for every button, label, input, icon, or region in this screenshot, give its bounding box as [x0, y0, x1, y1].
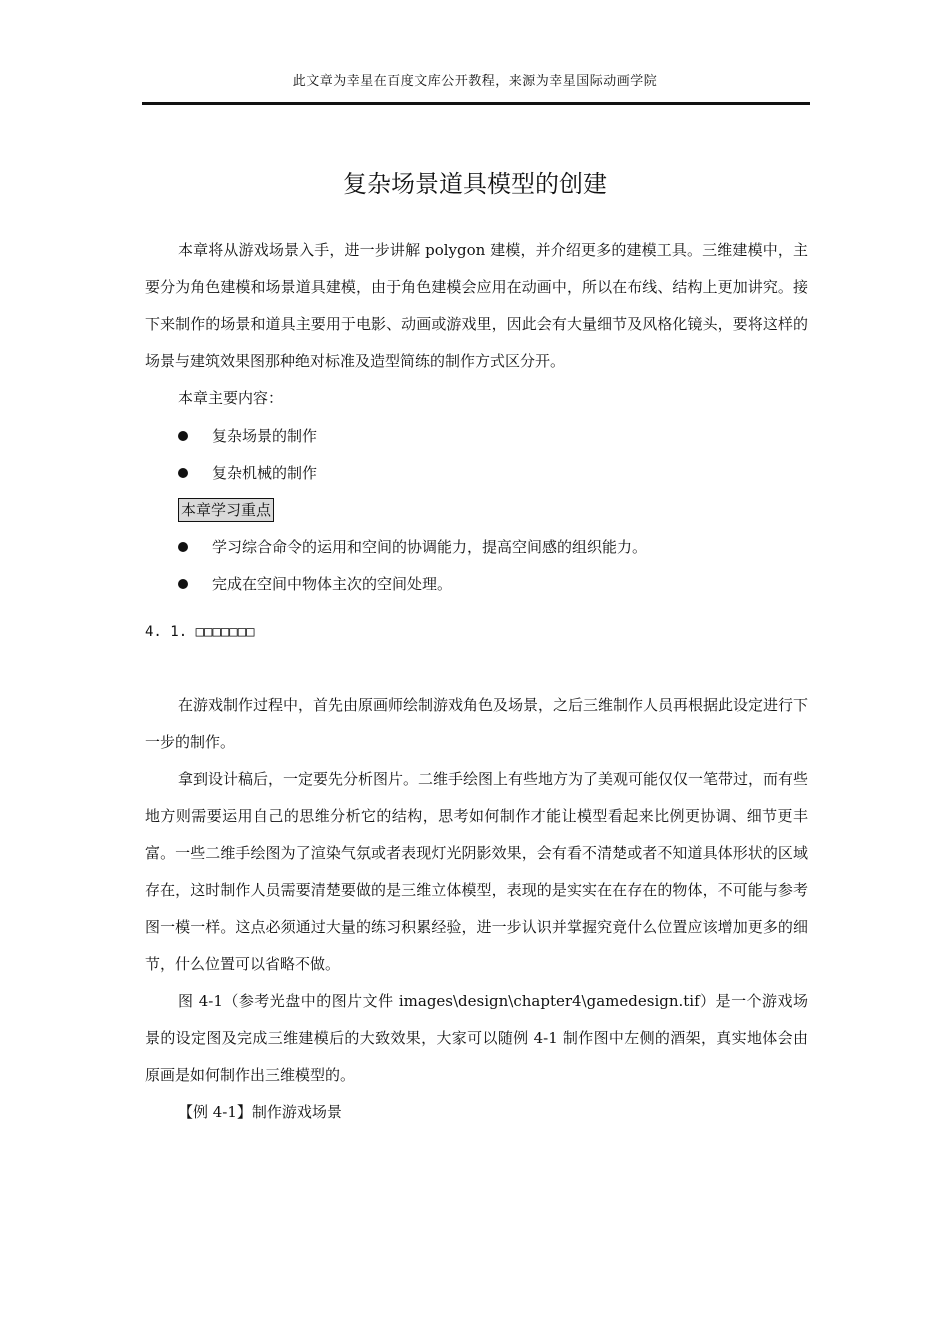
bullet-text: 复杂机械的制作: [212, 464, 318, 482]
bullet-text: 完成在空间中物体主次的空间处理。: [212, 575, 453, 593]
bullet-item: [145, 528, 808, 565]
section-heading: [145, 612, 808, 652]
body-paragraph: 拿到设计稿后，一定要先分析图片。二维手绘图上有些地方为了美观可能仅仅一笔带过，而有些地方则需要运用自己的思维分析它的结构，思考如何制作才能让模型看起来比例更协调、细节更丰富。一些二维手绘图为了渲染气氛或者表现灯光阴影效果，会有看不清楚或者不知道具体形状的区域存在，这时制作人员需要清楚要做的是三维立体模型，表现的是实实在在存在的物体，不可能与参考图一模一样。这点必须通过大量的练习积累经验，进一步认识并掌握究竟什么位置应该增加更多的细节，什么位置可以省略不做。: [145, 770, 809, 973]
document-body: [145, 232, 808, 1131]
main-content-label: 本章主要内容：: [178, 389, 284, 407]
spacer: [145, 652, 808, 687]
bullet-item: [145, 565, 808, 602]
section-heading-text: □□□□□□□: [195, 624, 255, 640]
bullet-dot-icon: [178, 468, 188, 478]
section-number: 4. 1.: [145, 624, 188, 640]
bullet-text: 学习综合命令的运用和空间的协调能力，提高空间感的组织能力。: [212, 538, 648, 556]
header-rule: [142, 102, 810, 105]
bullet-dot-icon: [178, 431, 188, 441]
header-note: 此文章为幸星在百度文库公开教程，来源为幸星国际动画学院: [292, 74, 658, 89]
key-points-label: 本章学习重点: [178, 498, 274, 522]
bullet-dot-icon: [178, 542, 188, 552]
bullet-item: [145, 454, 808, 491]
bullet-dot-icon: [178, 579, 188, 589]
bullet-item: [145, 417, 808, 454]
key-points-row: [145, 491, 808, 528]
intro-paragraph: 本章将从游戏场景入手，进一步讲解 polygon 建模，并介绍更多的建模工具。三维建模中，主要分为角色建模和场景道具建模，由于角色建模会应用在动画中，所以在布线、结构上更加讲究。接下来制作的场景和道具主要用于电影、动画或游戏里，因此会有大量细节及风格化镜头，要将这样的场景与建筑效果图那种绝对标准及造型简练的制作方式区分开。: [145, 241, 808, 370]
example-label: 【例 4-1】制作游戏场景: [178, 1103, 342, 1121]
bullet-text: 复杂场景的制作: [212, 427, 318, 445]
body-paragraph: 图 4-1（参考光盘中的图片文件 images\design\chapter4\gamedesign.tif）是一个游戏场景的设定图及完成三维建模后的大致效果，大家可以随例 4-1 制作图中左侧的酒架，真实地体会由原画是如何制作出三维模型的。: [145, 992, 808, 1084]
page-title: 复杂场景道具模型的创建: [343, 170, 607, 199]
body-paragraph: 在游戏制作过程中，首先由原画师绘制游戏角色及场景，之后三维制作人员再根据此设定进行下一步的制作。: [145, 696, 809, 751]
